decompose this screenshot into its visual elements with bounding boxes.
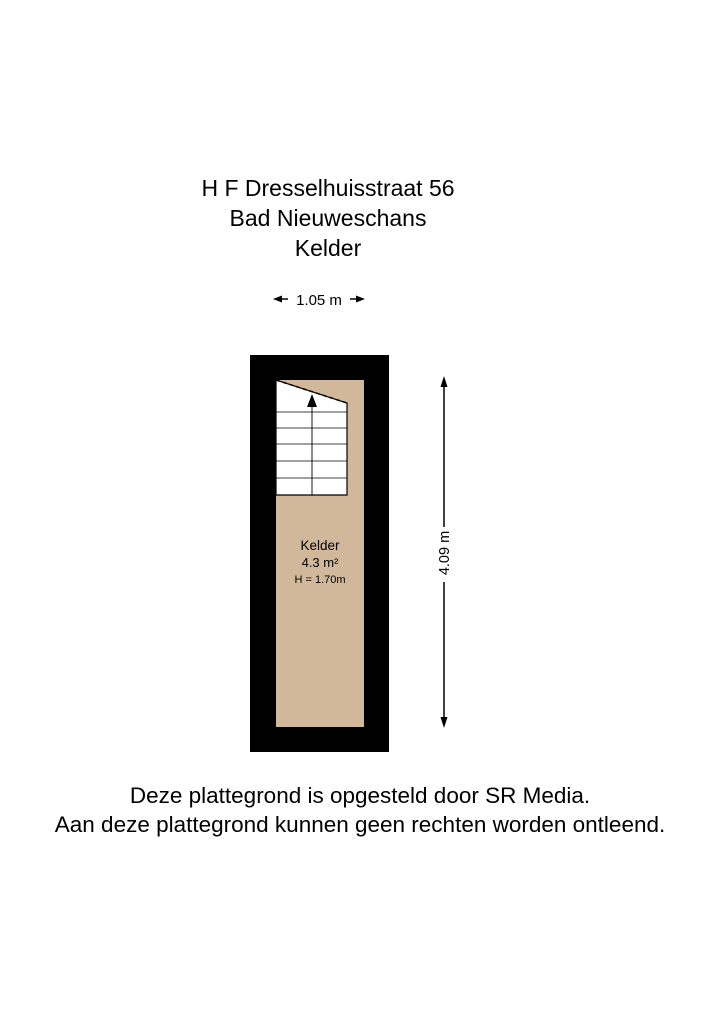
width-dimension [273,292,365,309]
height-dimension [437,376,453,728]
footer-line-2: Aan deze plattegrond kunnen geen rechten worden ontleend. [54,812,666,837]
room-ceiling-height: H = 1.70m [294,574,346,586]
address-title: H F Dresselhuisstraat 56 [201,175,455,201]
height-arrow-top [441,376,448,387]
city-title: Bad Nieuweschans [229,205,427,231]
height-arrow-bottom [441,717,448,728]
room-name: Kelder [300,538,340,553]
floor-title: Kelder [294,235,362,261]
width-label: 1.05 m [296,292,342,309]
footer-line-1: Deze plattegrond is opgesteld door SR Media. [129,783,591,808]
height-label: 4.09 m [437,530,453,576]
width-arrow-left [273,296,282,303]
room-area: 4.3 m² [301,555,339,570]
width-arrow-right [356,296,365,303]
